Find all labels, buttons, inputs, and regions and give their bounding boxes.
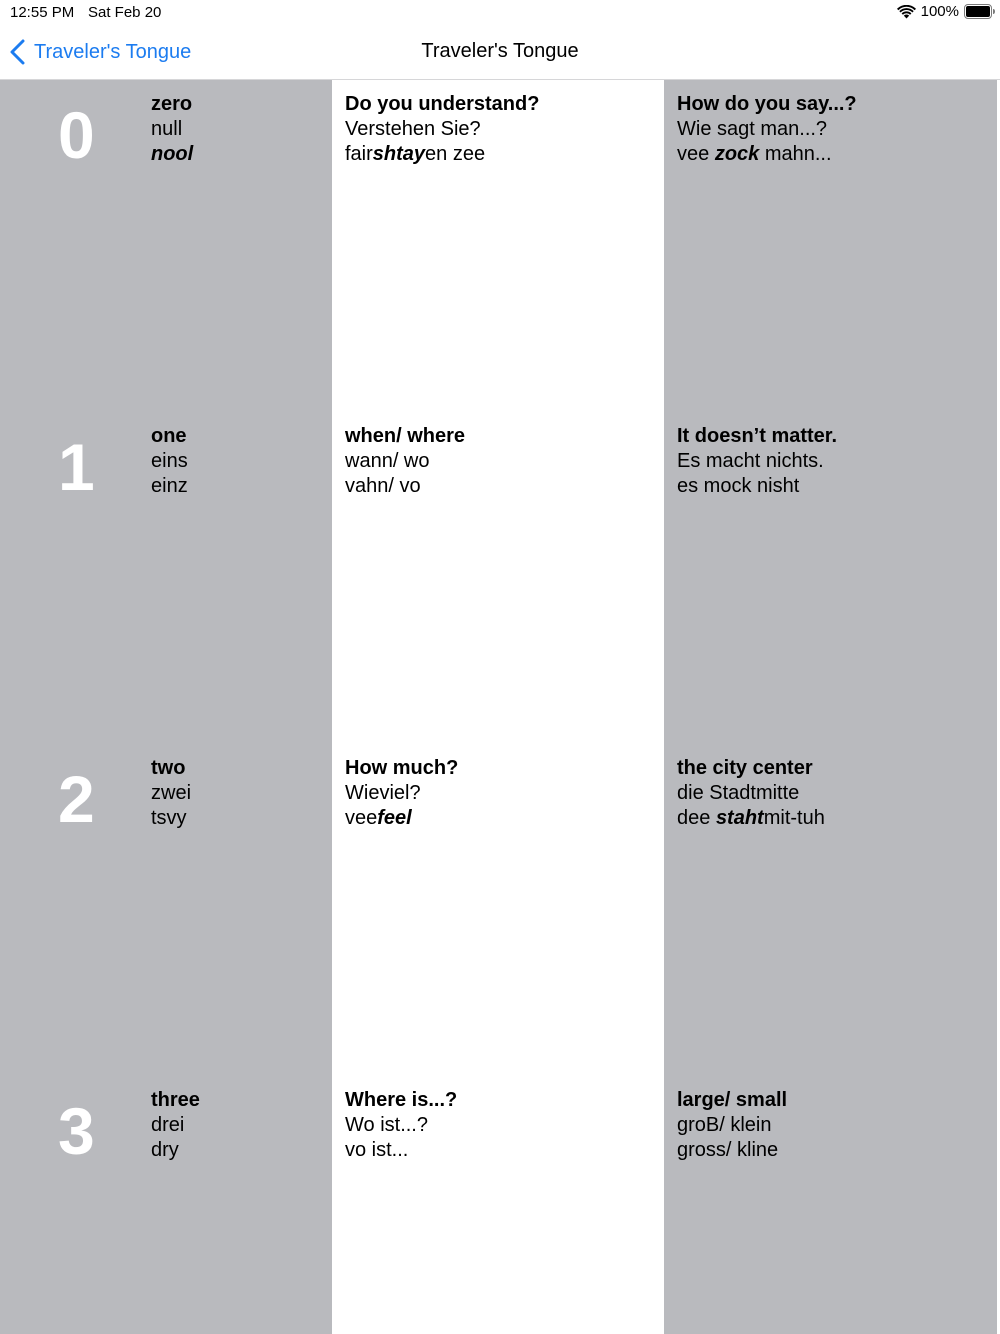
- card-text: [677, 756, 825, 831]
- card-german: drei: [151, 1114, 185, 1136]
- card-english: How much?: [345, 757, 459, 779]
- phrase-card-do-you-understand[interactable]: [332, 80, 664, 412]
- phrase-card-how-do-you-say[interactable]: [664, 80, 997, 412]
- status-time: 12:55 PM: [10, 4, 75, 21]
- card-pronunciation: [151, 1138, 200, 1163]
- pronunciation-syllable: en zee: [425, 143, 486, 165]
- status-date: Sat Feb 20: [88, 4, 162, 21]
- card-text: [677, 424, 837, 499]
- card-german: null: [151, 118, 183, 140]
- card-pronunciation: [151, 474, 188, 499]
- card-pronunciation: [677, 474, 837, 499]
- phrase-card-where-is[interactable]: [332, 1076, 664, 1334]
- card-german: zwei: [151, 782, 192, 804]
- battery-icon: [964, 4, 996, 19]
- card-german: Wieviel?: [345, 782, 421, 804]
- pronunciation-stressed-syllable: feel: [377, 807, 412, 829]
- card-text: [151, 424, 188, 499]
- card-text: [151, 756, 191, 831]
- card-number: 3: [58, 1094, 95, 1168]
- card-text: [677, 92, 857, 167]
- page-title: Traveler's Tongue: [421, 40, 579, 62]
- card-english: three: [151, 1089, 200, 1111]
- card-german: Es macht nichts.: [677, 450, 824, 472]
- card-english: How do you say...?: [677, 93, 857, 115]
- card-pronunciation: [677, 806, 825, 831]
- back-button-label: Traveler's Tongue: [34, 40, 192, 63]
- pronunciation-syllable: dee: [677, 807, 716, 829]
- phrase-card-how-much[interactable]: [332, 744, 664, 1076]
- navigation-bar: [0, 26, 1000, 80]
- card-text: [345, 424, 465, 499]
- card-german: groB/ klein: [677, 1114, 772, 1136]
- card-pronunciation: [151, 142, 193, 167]
- pronunciation-syllable: vee: [345, 807, 378, 829]
- card-english: the city center: [677, 757, 813, 779]
- card-pronunciation: [677, 142, 857, 167]
- card-english: zero: [151, 93, 193, 115]
- card-pronunciation: [345, 474, 465, 499]
- card-german: wann/ wo: [345, 450, 430, 472]
- card-german: Wo ist...?: [345, 1114, 428, 1136]
- pronunciation-syllable: fair: [345, 143, 373, 165]
- pronunciation-stressed-syllable: zock: [714, 143, 760, 165]
- pronunciation-stressed-syllable: shtay: [372, 143, 426, 165]
- card-english: two: [151, 757, 186, 779]
- card-pronunciation: [345, 806, 458, 831]
- phrase-card-city-center[interactable]: [664, 744, 997, 1076]
- pronunciation-stressed-syllable: staht: [715, 807, 764, 829]
- number-card-1[interactable]: [0, 412, 332, 744]
- battery-percent: 100%: [920, 3, 959, 20]
- phrase-card-large-small[interactable]: [664, 1076, 997, 1334]
- number-card-0[interactable]: [0, 80, 332, 412]
- card-text: [345, 92, 539, 167]
- pronunciation-syllable: vo ist...: [345, 1139, 409, 1161]
- card-text: [677, 1088, 787, 1163]
- card-german: eins: [151, 450, 188, 472]
- card-german: Verstehen Sie?: [345, 118, 481, 140]
- number-card-3[interactable]: [0, 1076, 332, 1334]
- phrase-card-it-doesnt-matter[interactable]: [664, 412, 997, 744]
- pronunciation-syllable: dry: [151, 1139, 179, 1161]
- card-text: [345, 1088, 457, 1163]
- pronunciation-syllable: tsvy: [151, 807, 187, 829]
- wifi-icon: [897, 5, 916, 19]
- pronunciation-syllable: mit-tuh: [763, 807, 825, 829]
- card-english: Where is...?: [345, 1089, 458, 1111]
- card-text: [345, 756, 458, 831]
- card-text: [151, 92, 193, 167]
- phrase-card-when-where[interactable]: [332, 412, 664, 744]
- pronunciation-syllable: einz: [151, 475, 188, 497]
- status-bar: [0, 0, 1000, 26]
- card-english: It doesn’t matter.: [677, 425, 838, 447]
- card-german: Wie sagt man...?: [677, 118, 828, 140]
- pronunciation-syllable: es mock nisht: [677, 475, 800, 497]
- pronunciation-stressed-syllable: nool: [151, 143, 194, 165]
- card-pronunciation: [677, 1138, 787, 1163]
- number-card-2[interactable]: [0, 744, 332, 1076]
- card-number: 0: [58, 98, 95, 172]
- card-text: [151, 1088, 200, 1163]
- card-english: Do you understand?: [345, 93, 540, 115]
- card-english: large/ small: [677, 1089, 788, 1111]
- pronunciation-syllable: vahn/ vo: [345, 475, 421, 497]
- card-english: when/ where: [345, 425, 466, 447]
- phrase-grid: [0, 80, 1000, 1334]
- card-english: one: [151, 425, 187, 447]
- card-pronunciation: [151, 806, 191, 831]
- card-pronunciation: [345, 142, 539, 167]
- card-pronunciation: [345, 1138, 457, 1163]
- pronunciation-syllable: vee: [677, 143, 715, 165]
- card-german: die Stadtmitte: [677, 782, 800, 804]
- pronunciation-syllable: mahn...: [759, 143, 832, 165]
- pronunciation-syllable: gross/ kline: [677, 1139, 779, 1161]
- status-right: [897, 3, 996, 20]
- card-number: 1: [58, 430, 95, 504]
- card-number: 2: [58, 762, 95, 836]
